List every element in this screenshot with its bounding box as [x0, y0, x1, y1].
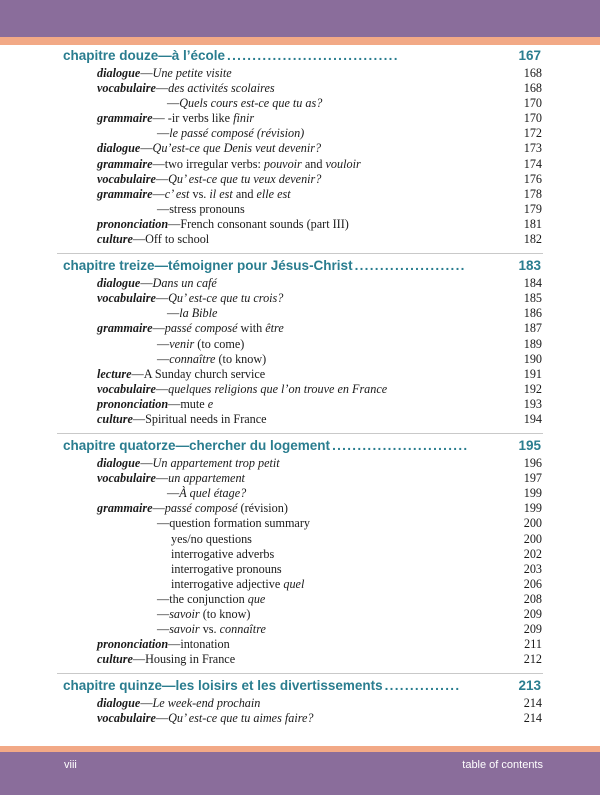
entry-text: [157, 352, 266, 367]
leader-dots: ..................................: [227, 48, 399, 63]
entry-dash: —: [140, 696, 153, 711]
entry-text: [97, 291, 283, 306]
table-of-contents: [57, 44, 543, 733]
toc-entry[interactable]: [57, 337, 543, 352]
entry-dash: —: [140, 66, 153, 80]
entry-title: la Bible: [179, 306, 218, 321]
chapter-title: chapitre douze—à l’école: [63, 48, 226, 63]
chapter-page-number: 195: [518, 438, 541, 454]
entry-page-number: 196: [523, 456, 542, 471]
toc-entry[interactable]: [57, 456, 543, 471]
entry-title: Une petite visite: [152, 66, 232, 80]
entry-text: [97, 637, 230, 652]
entry-text: [97, 276, 217, 291]
entry-dash: —: [157, 336, 170, 351]
entry-text: [171, 547, 274, 562]
entry-dash: —: [140, 456, 153, 471]
entry-title: interrogative pronouns: [171, 561, 282, 576]
chapter-section: [57, 673, 543, 726]
entry-title: Qu’ est-ce que tu veux devenir?: [168, 171, 322, 186]
entry-title: connaître (to know): [169, 351, 267, 366]
chapter-page-number: 167: [518, 48, 541, 63]
entry-dash: —: [157, 607, 170, 621]
toc-entry[interactable]: [57, 367, 543, 382]
entry-title: Quels cours est-ce que tu as?: [179, 96, 323, 111]
entry-title: Spiritual needs in France: [145, 411, 267, 426]
toc-entry[interactable]: [57, 111, 543, 126]
entry-page-number: 173: [523, 141, 542, 156]
entry-dash: —: [155, 711, 169, 726]
toc-entry[interactable]: [57, 232, 543, 247]
entry-page-number: 187: [523, 321, 542, 336]
entry-title: interrogative adjective quel: [171, 576, 305, 591]
entry-category: lecture: [97, 366, 132, 381]
entry-category: dialogue: [97, 66, 141, 80]
toc-entry[interactable]: [57, 652, 543, 667]
entry-dash: —: [132, 411, 146, 426]
toc-entry[interactable]: [57, 562, 543, 577]
entry-dash: —: [155, 291, 169, 306]
toc-entry[interactable]: [57, 516, 543, 531]
entry-text: [97, 412, 267, 427]
entry-dash: —: [168, 637, 181, 652]
entry-category: grammaire: [97, 321, 153, 336]
chapter-page-number: 213: [518, 678, 541, 694]
entry-text: [97, 367, 265, 382]
entry-dash: —: [157, 591, 170, 606]
toc-entry[interactable]: [57, 202, 543, 217]
entry-title: mute e: [180, 396, 214, 411]
entry-title: savoir (to know): [169, 607, 251, 621]
entry-title: yes/no questions: [171, 531, 252, 546]
entry-page-number: 190: [523, 351, 542, 366]
entry-title: Dans un café: [152, 276, 217, 291]
entry-page-number: 168: [523, 81, 542, 96]
entry-page-number: 186: [523, 306, 542, 321]
entry-title: À quel étage?: [179, 486, 247, 501]
entry-dash: —: [157, 622, 170, 637]
entry-dash: —: [167, 486, 180, 501]
entry-page-number: 209: [523, 607, 542, 621]
entry-title: French consonant sounds (part III): [180, 216, 349, 231]
entry-category: vocabulaire: [97, 171, 156, 186]
chapter-title: chapitre quatorze—chercher du logement: [63, 438, 331, 454]
entry-title: intonation: [180, 637, 230, 652]
entry-title: savoir vs. connaître: [169, 622, 266, 637]
entry-category: grammaire: [97, 111, 153, 126]
entry-page-number: 211: [524, 637, 542, 652]
entry-text: [157, 622, 266, 637]
entry-text: [97, 141, 321, 156]
entry-text: [171, 562, 282, 577]
toc-entry[interactable]: [57, 66, 543, 81]
entry-category: dialogue: [97, 141, 141, 156]
toc-entry[interactable]: [57, 696, 543, 711]
entry-dash: —: [168, 216, 181, 231]
entry-text: [97, 157, 361, 172]
entry-page-number: 200: [523, 531, 542, 546]
entry-page-number: 202: [523, 546, 542, 561]
leader-dots: ...............: [384, 678, 461, 694]
entry-text: [97, 217, 349, 232]
entry-category: culture: [97, 652, 133, 667]
entry-page-number: 189: [523, 336, 542, 351]
entry-dash: —: [155, 471, 169, 486]
toc-entry[interactable]: [57, 306, 543, 321]
entry-category: vocabulaire: [97, 711, 156, 726]
entry-text: [97, 456, 280, 471]
entry-text: [171, 577, 304, 592]
entry-title: Qu’est-ce que Denis veut devenir?: [152, 141, 322, 156]
entry-text: [97, 501, 288, 516]
entry-dash: —: [157, 351, 170, 366]
entry-title: two irregular verbs: pouvoir and vouloir: [164, 156, 361, 171]
entry-text: [97, 321, 284, 336]
entry-page-number: 197: [523, 471, 542, 486]
entry-text: [167, 486, 246, 501]
entry-text: [97, 397, 213, 412]
entry-title: stress pronouns: [169, 201, 245, 216]
entry-title: venir (to come): [169, 336, 245, 351]
toc-entry[interactable]: [57, 412, 543, 427]
entry-text: [157, 202, 245, 217]
entry-page-number: 185: [523, 291, 542, 306]
entry-page-number: 206: [523, 576, 542, 591]
entry-page-number: 209: [523, 622, 542, 637]
entry-page-number: 181: [523, 216, 542, 231]
entry-page-number: 203: [523, 561, 542, 576]
entry-text: [97, 172, 321, 187]
toc-entry[interactable]: [57, 276, 543, 291]
entry-text: [171, 532, 252, 547]
entry-category: vocabulaire: [97, 381, 156, 396]
entry-page-number: 208: [523, 591, 542, 606]
entry-category: prononciation: [97, 216, 169, 231]
toc-entry[interactable]: [57, 187, 543, 202]
entry-title: -ir verbs like finir: [167, 111, 255, 126]
entry-page-number: 179: [523, 201, 542, 216]
entry-category: culture: [97, 232, 133, 247]
toc-entry[interactable]: [57, 532, 543, 547]
entry-title: the conjunction que: [169, 591, 266, 606]
entry-dash: —: [140, 276, 153, 291]
entry-text: [97, 711, 314, 726]
chapter-page-number: 183: [518, 258, 541, 274]
entry-dash: —: [167, 96, 180, 111]
chapter-heading[interactable]: [57, 45, 543, 66]
entry-page-number: 194: [523, 411, 542, 426]
toc-entry[interactable]: [57, 711, 543, 726]
entry-page-number: 192: [523, 381, 542, 396]
entry-title: interrogative adverbs: [171, 546, 275, 561]
footer-section-title: table of contents: [462, 759, 543, 771]
entry-text: [97, 696, 260, 711]
toc-entry[interactable]: [57, 397, 543, 412]
entry-category: dialogue: [97, 276, 141, 291]
toc-entry[interactable]: [57, 291, 543, 306]
chapter-heading[interactable]: [57, 675, 543, 696]
chapter-heading[interactable]: [57, 255, 543, 276]
entry-dash: —: [152, 111, 168, 126]
entry-text: [97, 81, 275, 96]
entry-page-number: 170: [523, 111, 542, 126]
entry-category: vocabulaire: [97, 471, 156, 486]
entry-page-number: 172: [523, 126, 542, 141]
toc-entry[interactable]: [57, 486, 543, 501]
toc-entry[interactable]: [57, 157, 543, 172]
entry-title: Housing in France: [145, 652, 236, 667]
entry-page-number: 200: [523, 516, 542, 531]
toc-entry[interactable]: [57, 352, 543, 367]
entry-text: [97, 66, 232, 81]
entry-title: Qu’ est-ce que tu aimes faire?: [168, 711, 314, 726]
entry-category: culture: [97, 411, 133, 426]
toc-entry[interactable]: [57, 471, 543, 486]
entry-category: prononciation: [97, 637, 169, 652]
entry-category: grammaire: [97, 186, 153, 201]
leader-dots: ...........................: [332, 438, 469, 454]
toc-entry[interactable]: [57, 141, 543, 156]
entry-category: grammaire: [97, 501, 153, 516]
entry-dash: —: [152, 186, 165, 201]
entry-dash: —: [155, 81, 169, 96]
entry-page-number: 168: [523, 66, 542, 80]
entry-dash: —: [168, 396, 181, 411]
entry-text: [157, 607, 250, 622]
entry-category: vocabulaire: [97, 291, 156, 306]
entry-page-number: 191: [523, 366, 542, 381]
entry-page-number: 212: [523, 652, 542, 667]
entry-title: Le week-end prochain: [152, 696, 261, 711]
entry-dash: —: [157, 516, 170, 531]
entry-title: un appartement: [168, 471, 245, 486]
entry-category: vocabulaire: [97, 81, 156, 96]
entry-page-number: 178: [523, 186, 542, 201]
leader-dots: ......................: [354, 258, 466, 274]
entry-title: Qu’ est-ce que tu crois?: [168, 291, 284, 306]
entry-dash: —: [155, 381, 169, 396]
entry-page-number: 199: [523, 486, 542, 501]
entry-category: grammaire: [97, 156, 153, 171]
chapter-title: chapitre treize—témoigner pour Jésus-Christ: [63, 258, 353, 274]
entry-category: prononciation: [97, 396, 169, 411]
entry-page-number: 174: [523, 156, 542, 171]
toc-entry[interactable]: [57, 321, 543, 336]
entry-dash: —: [157, 126, 170, 141]
entry-dash: —: [140, 141, 153, 156]
entry-title: passé composé (révision): [164, 501, 288, 516]
toc-entry[interactable]: [57, 501, 543, 516]
header-band: [0, 0, 600, 37]
chapter-title: chapitre quinze—les loisirs et les divertissements: [63, 678, 383, 694]
entry-text: [157, 592, 265, 607]
entry-dash: —: [152, 501, 165, 516]
chapter-heading[interactable]: [57, 435, 543, 456]
entry-dash: —: [155, 171, 169, 186]
entry-title: question formation summary: [169, 516, 310, 531]
entry-page-number: 176: [523, 171, 542, 186]
toc-entry[interactable]: [57, 547, 543, 562]
entry-category: dialogue: [97, 696, 141, 711]
entry-text: [97, 111, 254, 126]
entry-text: [167, 96, 322, 111]
entry-page-number: 193: [523, 396, 542, 411]
entry-title: passé composé with être: [164, 321, 284, 336]
entry-text: [97, 471, 245, 486]
entry-dash: —: [132, 652, 146, 667]
entry-text: [157, 337, 244, 352]
toc-entry[interactable]: [57, 172, 543, 187]
entry-page-number: 184: [523, 276, 542, 291]
entry-dash: —: [152, 321, 165, 336]
entry-title: Un appartement trop petit: [152, 456, 280, 471]
entry-text: [157, 126, 304, 141]
toc-entry[interactable]: [57, 217, 543, 232]
toc-entry[interactable]: [57, 96, 543, 111]
entry-page-number: 170: [523, 96, 542, 111]
entry-text: [157, 516, 310, 531]
entry-category: dialogue: [97, 456, 141, 471]
toc-entry[interactable]: [57, 637, 543, 652]
entry-title: le passé composé (révision): [169, 126, 305, 141]
entry-text: [97, 187, 291, 202]
page-number: viii: [64, 759, 77, 771]
entry-page-number: 199: [523, 501, 542, 516]
toc-entry[interactable]: [57, 592, 543, 607]
entry-title: c’ est vs. il est and elle est: [164, 186, 291, 201]
chapter-section: [57, 433, 543, 667]
entry-title: Off to school: [145, 232, 210, 247]
entry-page-number: 214: [523, 711, 542, 726]
entry-dash: —: [167, 306, 180, 321]
toc-entry[interactable]: [57, 81, 543, 96]
entry-title: quelques religions que l’on trouve en France: [168, 381, 388, 396]
entry-dash: —: [132, 232, 146, 247]
entry-dash: —: [152, 156, 165, 171]
chapter-section: [57, 44, 543, 247]
entry-text: [97, 652, 235, 667]
entry-dash: —: [157, 201, 170, 216]
entry-page-number: 214: [523, 696, 542, 711]
toc-entry[interactable]: [57, 382, 543, 397]
toc-entry[interactable]: [57, 126, 543, 141]
toc-entry[interactable]: [57, 577, 543, 592]
entry-title: A Sunday church service: [143, 366, 266, 381]
entry-title: des activités scolaires: [168, 81, 275, 96]
entry-text: [97, 382, 387, 397]
entry-page-number: 182: [523, 232, 542, 247]
entry-text: [167, 306, 217, 321]
entry-text: [97, 232, 209, 247]
toc-entry[interactable]: [57, 622, 543, 637]
entry-dash: —: [131, 366, 144, 381]
toc-entry[interactable]: [57, 607, 543, 622]
chapter-section: [57, 253, 543, 427]
